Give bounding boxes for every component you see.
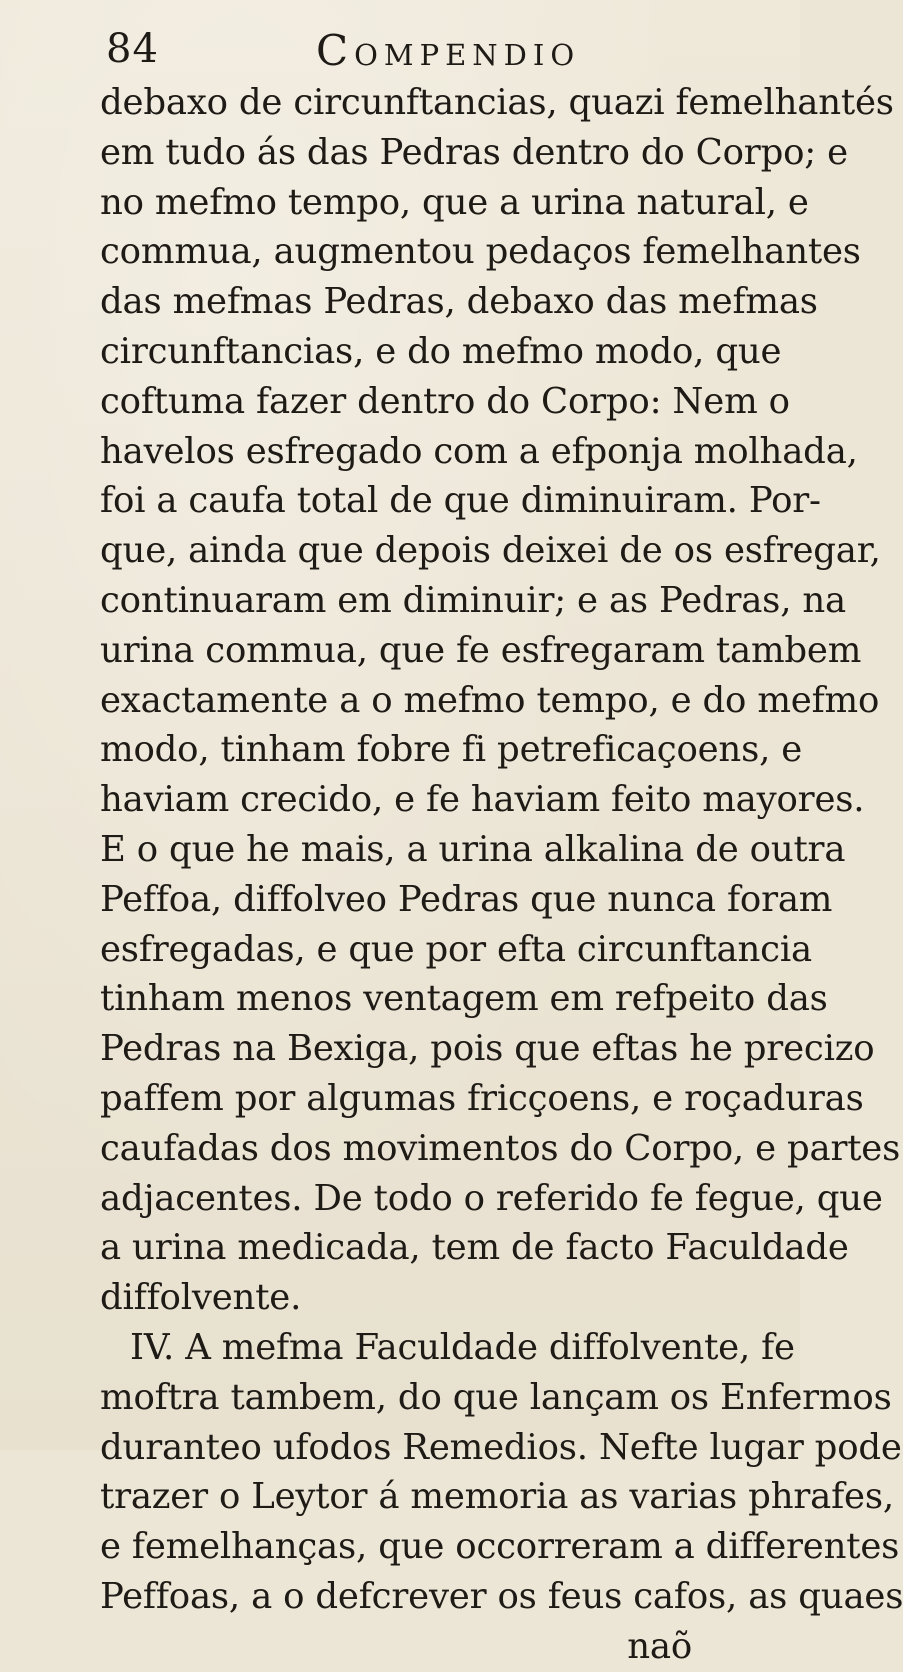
text-line: tinham menos ventagem em refpeito das [100,978,828,1020]
catchword: naõ [627,1625,692,1667]
text-line: em tudo ás das Pedras dentro do Corpo; e [100,131,848,173]
text-line: adjacentes. De todo o referido fe fegue, que [100,1177,883,1219]
text-line: Peffoas, a o defcrever os feus cafos, as quaes [100,1575,903,1617]
text-line: foi a caufa total de que diminuiram. Por- [100,480,821,522]
running-head: Compendio [316,26,581,75]
text-line: E o que he mais, a urina alkalina de outra [100,828,846,870]
text-line: que, ainda que depois deixei de os esfregar, [100,530,881,572]
text-line: a urina medicada, tem de facto Faculdade [100,1227,849,1269]
text-line: paffem por algumas fricçoens, e roçaduras [100,1077,864,1119]
body-text [100,78,903,1672]
text-line: coftuma fazer dentro do Corpo: Nem o [100,380,790,422]
text-line: e femelhanças, que occorreram a differentes [100,1526,900,1568]
text-line: havelos esfregado com a efponja molhada, [100,430,858,472]
text-line: urina commua, que fe esfregaram tambem [100,629,862,671]
text-line: no mefmo tempo, que a urina natural, e [100,181,809,223]
text-line: diffolvente. [100,1277,302,1319]
text-line: moftra tambem, do que lançam os Enfermos [100,1376,892,1418]
text-line: das mefmas Pedras, debaxo das mefmas [100,281,818,323]
text-line: exactamente a o mefmo tempo, e do mefmo [100,679,880,721]
page-header [106,18,746,86]
text-line: circunftancias, e do mefmo modo, que [100,330,782,372]
text-line: modo, tinham fobre fi petreficaçoens, e [100,729,803,771]
text-line: debaxo de circunftancias, quazi femelhantés [100,82,894,123]
text-line: trazer o Leytor á memoria as varias phrafes, [100,1476,894,1518]
page-number: 84 [106,26,159,72]
section-heading-line: IV. A mefma Faculdade diffolvente, fe [130,1326,795,1368]
text-line: continuaram em diminuir; e as Pedras, na [100,579,846,621]
text-line: Pedras na Bexiga, pois que eftas he precizo [100,1028,875,1070]
text-line: Peffoa, diffolveo Pedras que nunca foram [100,878,833,920]
text-line: commua, augmentou pedaços femelhantes [100,231,861,273]
text-line: esfregadas, e que por efta circunftancia [100,928,812,970]
text-line: duranteo ufodos Remedios. Nefte lugar pode [100,1426,902,1468]
text-line: haviam crecido, e fe haviam feito mayores. [100,779,865,821]
text-line: caufadas dos movimentos do Corpo, e partes [100,1127,901,1169]
